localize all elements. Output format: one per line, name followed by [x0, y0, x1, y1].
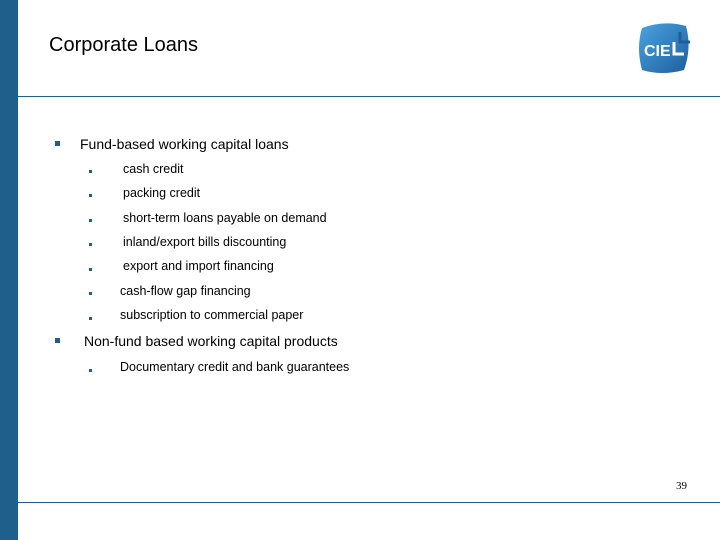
sub-bullet-item: cash-flow gap financing: [120, 284, 251, 298]
sub-bullet-marker: [89, 317, 92, 320]
bullet-marker: [55, 338, 60, 343]
bullet-heading-non-fund-based: Non-fund based working capital products: [84, 333, 338, 349]
slide-title: Corporate Loans: [49, 34, 198, 56]
ciel-logo: [634, 18, 694, 78]
sub-bullet-item: short-term loans payable on demand: [123, 211, 327, 225]
footer-divider: [18, 502, 720, 503]
sub-bullet-marker: [89, 369, 92, 372]
sub-bullet-item: Documentary credit and bank guarantees: [120, 360, 350, 374]
bullet-heading-fund-based: Fund-based working capital loans: [80, 136, 289, 152]
sub-bullet-marker: [89, 194, 92, 197]
sub-bullet-marker: [89, 268, 92, 271]
sub-bullet-item: export and import financing: [123, 259, 274, 273]
sub-bullet-item: packing credit: [123, 186, 201, 200]
page-number: 39: [676, 480, 687, 492]
sub-bullet-marker: [89, 219, 92, 222]
bullet-marker: [55, 141, 60, 146]
sub-bullet-marker: [89, 170, 92, 173]
sub-bullet-item: inland/export bills discounting: [123, 235, 287, 249]
sub-bullet-item: subscription to commercial paper: [120, 308, 304, 322]
sub-bullet-marker: [89, 243, 92, 246]
sub-bullet-marker: [89, 292, 92, 295]
svg-text:CIE: CIE: [644, 43, 671, 60]
sub-bullet-item: cash credit: [123, 162, 184, 176]
left-accent-bar: [0, 0, 18, 540]
header-divider: [18, 96, 720, 97]
